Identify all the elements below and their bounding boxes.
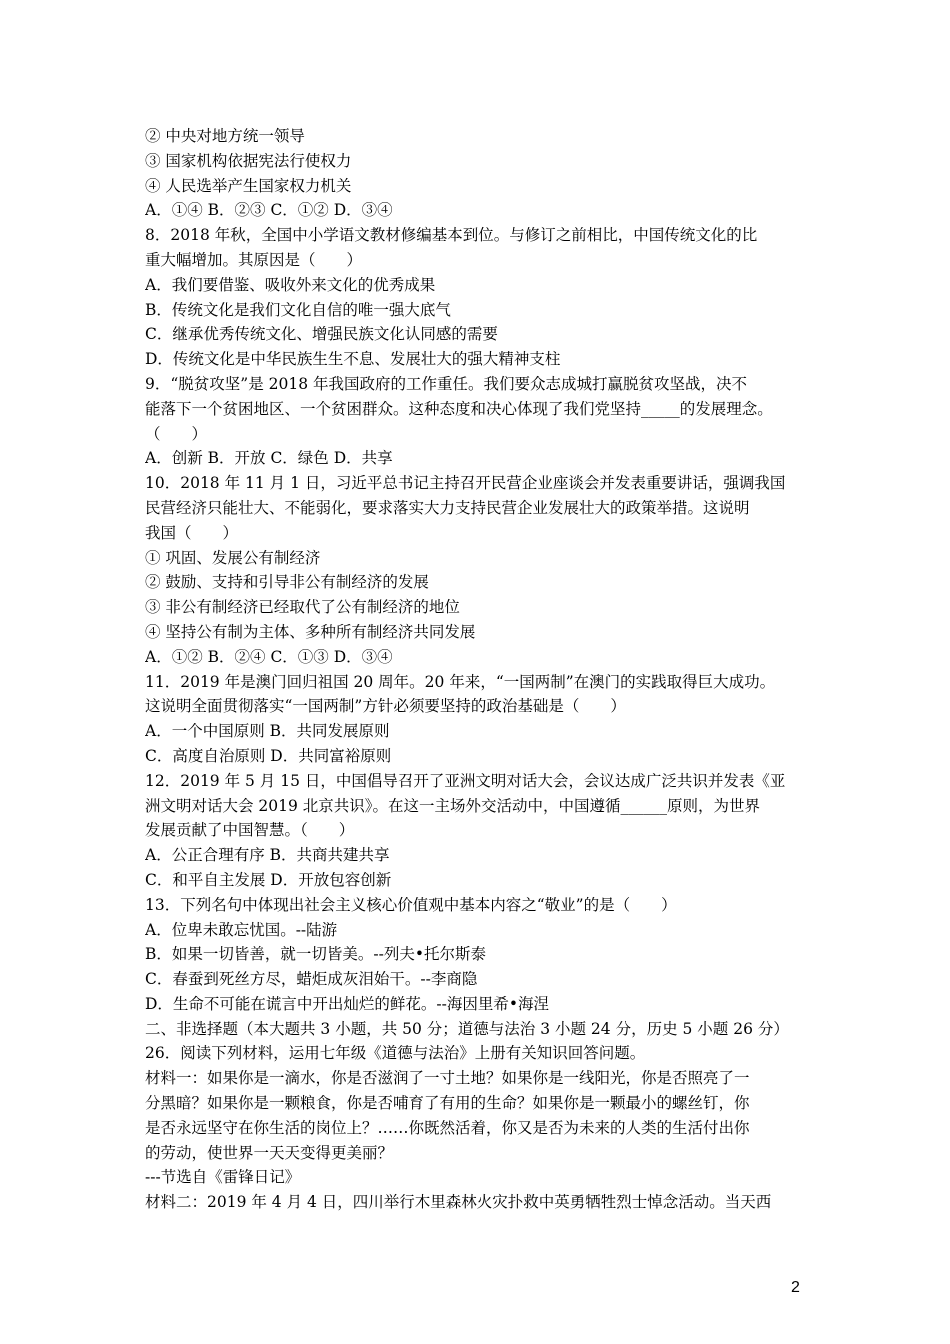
- text-line: 材料一：如果你是一滴水，你是否滋润了一寸土地？如果你是一线阳光，你是否照亮了一: [145, 1069, 750, 1088]
- text-line: B．如果一切皆善，就一切皆美。--列夫•托尔斯泰: [145, 945, 487, 964]
- text-line: ④ 人民选举产生国家权力机关: [145, 176, 352, 195]
- page-body: [145, 124, 815, 1215]
- text-line: 民营经济只能壮大、不能弱化，要求落实大力支持民营企业发展壮大的政策举措。这说明: [145, 498, 750, 517]
- text-line: 我国（ ）: [145, 523, 239, 542]
- text-line: D．生命不可能在谎言中开出灿烂的鲜花。--海因里希•海涅: [145, 994, 550, 1013]
- text-line: 能落下一个贫困地区、一个贫困群众。这种态度和决心体现了我们党坚持_____的发展理念。: [145, 399, 773, 418]
- text-line: C．高度自治原则 D．共同富裕原则: [145, 746, 392, 765]
- text-line: ② 鼓励、支持和引导非公有制经济的发展: [145, 573, 429, 592]
- text-line: C．春蚕到死丝方尽，蜡炬成灰泪始干。--李商隐: [145, 970, 478, 989]
- text-line: 11．2019 年是澳门回归祖国 20 周年。20 年来，“一国两制”在澳门的实践取得巨大成功。: [145, 672, 776, 691]
- text-line: 9．“脱贫攻坚”是 2018 年我国政府的工作重任。我们要众志成城打赢脱贫攻坚战，决不: [145, 374, 748, 393]
- text-line: ② 中央对地方统一领导: [145, 127, 305, 145]
- text-line: A．一个中国原则 B．共同发展原则: [145, 722, 390, 741]
- text-line: 13．下列名句中体现出社会主义核心价值观中基本内容之“敬业”的是（ ）: [145, 895, 677, 914]
- text-line: 10．2018 年 11 月 1 日，习近平总书记主持召开民营企业座谈会并发表重要讲话，强调我国: [145, 474, 786, 493]
- text-line: 12．2019 年 5 月 15 日，中国倡导召开了亚洲文明对话大会，会议达成广泛共识并发表《亚: [145, 771, 786, 790]
- text-line: C．继承优秀传统文化、增强民族文化认同感的需要: [145, 325, 498, 344]
- text-line: ④ 坚持公有制为主体、多种所有制经济共同发展: [145, 622, 476, 641]
- text-line: 二、非选择题（本大题共 3 小题，共 50 分；道德与法治 3 小题 24 分，历史 5 小题 26 分）: [145, 1019, 789, 1038]
- text-line: ① 巩固、发展公有制经济: [145, 548, 321, 567]
- text-line: 的劳动，使世界一天天变得更美丽？: [145, 1143, 394, 1162]
- page-number: 2: [791, 1279, 800, 1296]
- text-line: （ ）: [145, 424, 208, 443]
- text-line: 重大幅增加。其原因是（ ）: [145, 250, 363, 269]
- text-line: B．传统文化是我们文化自信的唯一强大底气: [145, 300, 451, 319]
- text-line: 8．2018 年秋，全国中小学语文教材修编基本到位。与修订之前相比，中国传统文化的比: [145, 226, 758, 245]
- text-line: 发展贡献了中国智慧。（ ）: [145, 821, 355, 840]
- text-line: 材料二：2019 年 4 月 4 日，四川举行木里森林火灾扑救中英勇牺牲烈士悼念活动。当天西: [145, 1193, 772, 1212]
- text-line: ---节选自《雷锋日记》: [145, 1168, 301, 1187]
- text-line: A．我们要借鉴、吸收外来文化的优秀成果: [145, 275, 436, 294]
- text-line: A．创新 B．开放 C．绿色 D．共享: [145, 449, 393, 468]
- text-line: D．传统文化是中华民族生生不息、发展壮大的强大精神支柱: [145, 350, 561, 369]
- text-line: 分黑暗？如果你是一颗粮食，你是否哺育了有用的生命？如果你是一颗最小的螺丝钉，你: [145, 1094, 750, 1113]
- text-line: 是否永远坚守在你生活的岗位上？……你既然活着，你又是否为未来的人类的生活付出你: [145, 1118, 750, 1137]
- text-line: A．①② B．②④ C．①③ D．③④: [145, 647, 393, 666]
- text-line: A．公正合理有序 B．共商共建共享: [145, 846, 390, 865]
- text-line: 26．阅读下列材料，运用七年级《道德与法治》上册有关知识回答问题。: [145, 1044, 646, 1063]
- text-line: 这说明全面贯彻落实“一国两制”方针必须要坚持的政治基础是（ ）: [145, 697, 626, 716]
- text-line: C．和平自主发展 D．开放包容创新: [145, 870, 392, 889]
- text-line: ③ 国家机构依据宪法行使权力: [145, 151, 352, 170]
- text-line: ③ 非公有制经济已经取代了公有制经济的地位: [145, 598, 460, 617]
- text-line: A．位卑未敢忘忧国。--陆游: [145, 920, 338, 939]
- text-line: A．①④ B．②③ C．①② D．③④: [145, 201, 393, 220]
- text-line: 洲文明对话大会 2019 北京共识》。在这一主场外交活动中，中国遵循______原则，为世界: [145, 796, 761, 815]
